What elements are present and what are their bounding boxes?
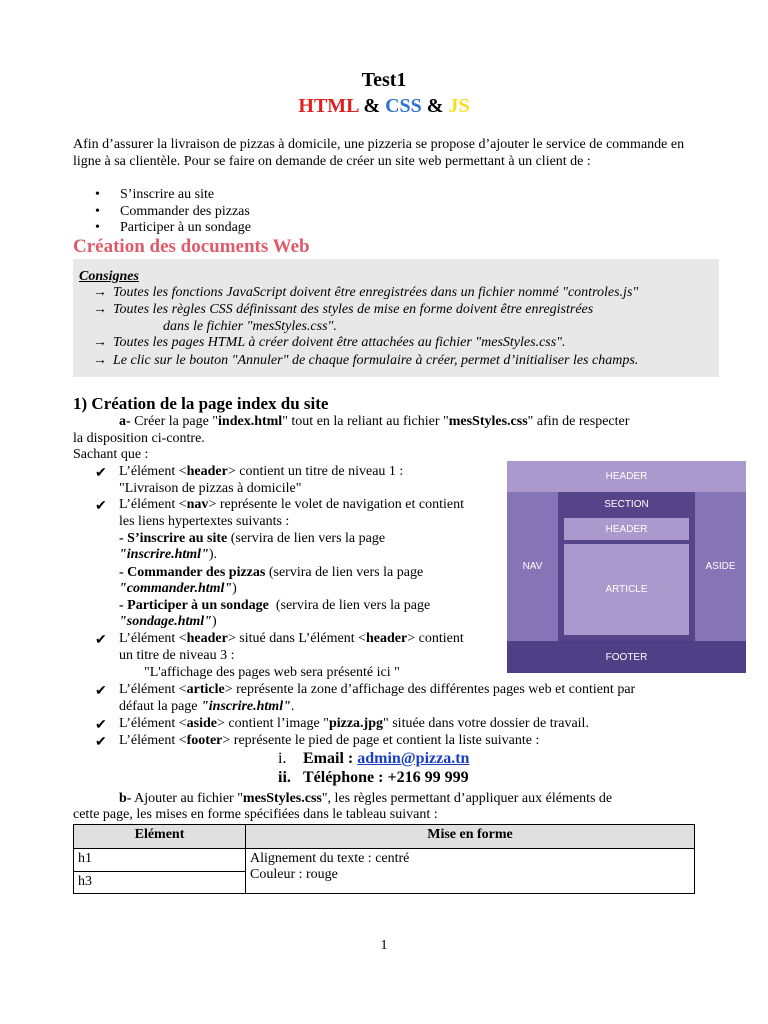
part1-b-line: b- Ajouter au fichier "mesStyles.css", les règles permettant d’appliquer aux éléments de — [119, 791, 613, 806]
subtitle-js: JS — [448, 95, 470, 117]
spec-line: défaut la page "inscrire.html". — [119, 699, 295, 714]
spec-line: "sondage.html") — [119, 614, 217, 629]
subtitle-amp-2: & — [421, 95, 449, 117]
spec-line: - Commander des pizzas (servira de lien vers la page — [119, 565, 424, 580]
part1-b-line-2: cette page, les mises en forme spécifiées dans le tableau suivant : — [73, 807, 438, 822]
spec-line: L’élément <footer> représente le pied de page et contient la liste suivante : — [119, 733, 540, 748]
arrow-icon: → — [93, 353, 107, 368]
diagram-footer: FOOTER — [507, 641, 746, 673]
doc-subtitle — [0, 95, 768, 118]
spec-line: les liens hypertextes suivants : — [119, 514, 290, 529]
sachant-que: Sachant que : — [73, 447, 149, 462]
subtitle-html: HTML — [298, 95, 359, 117]
consignes-heading: Consignes — [79, 269, 139, 284]
spec-line: "L'affichage des pages web sera présenté ici " — [144, 665, 400, 680]
spec-line: L’élément <header> contient un titre de niveau 1 : — [119, 464, 404, 479]
diagram-article: ARTICLE — [564, 544, 689, 635]
part1-title: 1) Création de la page index du site — [73, 394, 329, 413]
spec-line: L’élément <aside> contient l’image "pizza.jpg" située dans votre dossier de travail. — [119, 716, 589, 731]
diagram-nav: NAV — [507, 492, 558, 641]
table-header: Mise en forme — [246, 825, 695, 849]
email-link[interactable]: admin@pizza.tn — [357, 750, 470, 767]
page-number: 1 — [380, 938, 388, 953]
check-icon: ✔ — [95, 718, 107, 733]
arrow-icon: → — [93, 285, 107, 300]
footer-list-item-email: i. Email : admin@pizza.tn — [278, 750, 470, 767]
part1-a-line: a- Créer la page "index.html" tout en la reliant au fichier "mesStyles.css" afin de respecter — [119, 414, 630, 429]
consigne-item: → Toutes les pages HTML à créer doivent être attachées au fichier "mesStyles.css". — [93, 335, 566, 350]
subtitle-css: CSS — [385, 95, 422, 117]
diagram-aside: ASIDE — [695, 492, 746, 641]
consigne-item: → Le clic sur le bouton "Annuler" de chaque formulaire à créer, permet d’initialiser les champs. — [93, 353, 639, 368]
spec-line: - Participer à un sondage (servira de lien vers la page — [119, 598, 431, 613]
table-cell: h3 — [74, 872, 246, 894]
intro-bullet-list — [95, 187, 251, 237]
diagram-section-label: SECTION — [604, 498, 649, 510]
spec-line: L’élément <header> situé dans L’élément <header> contient — [119, 631, 464, 646]
doc-title: Test1 — [361, 69, 407, 91]
spec-line: L’élément <nav> représente le volet de navigation et contient — [119, 497, 464, 512]
part1-a-line-2: la disposition ci-contre. — [73, 431, 205, 446]
table-cell-styles: Alignement du texte : centré Couleur : rouge — [246, 849, 695, 894]
layout-diagram — [507, 461, 746, 673]
check-icon: ✔ — [95, 466, 107, 481]
table-row — [74, 849, 695, 872]
section-title: Création des documents Web — [73, 236, 310, 257]
arrow-icon: → — [93, 335, 107, 350]
list-item: • S’inscrire au site — [95, 187, 251, 204]
styles-table — [73, 824, 695, 894]
check-icon: ✔ — [95, 684, 107, 699]
diagram-header: HEADER — [507, 461, 746, 492]
list-item: • Participer à un sondage — [95, 220, 251, 237]
footer-list-item-phone: ii. Téléphone : +216 99 999 — [278, 769, 469, 786]
list-item: • Commander des pizzas — [95, 204, 251, 221]
spec-line: "Livraison de pizzas à domicile" — [119, 481, 302, 496]
diagram-section — [558, 492, 695, 641]
arrow-icon: → — [93, 302, 107, 317]
consigne-item: → Toutes les fonctions JavaScript doivent être enregistrées dans un fichier nommé "controles.js" — [93, 285, 639, 300]
spec-line: "commander.html") — [119, 581, 237, 596]
consignes-box — [73, 259, 719, 377]
consigne-item-continued: dans le fichier "mesStyles.css". — [163, 319, 337, 334]
check-icon: ✔ — [95, 499, 107, 514]
check-icon: ✔ — [95, 633, 107, 648]
table-header: Elément — [74, 825, 246, 849]
diagram-inner-header: HEADER — [564, 518, 689, 540]
check-icon: ✔ — [95, 735, 107, 750]
spec-line: - S’inscrire au site (servira de lien vers la page — [119, 531, 386, 546]
intro-paragraph: Afin d’assurer la livraison de pizzas à domicile, une pizzeria se propose d’ajouter le service de commande en ligne à sa clientèle. Pour se faire on demande de créer un site web permettant à un client de : — [73, 137, 685, 169]
spec-line: L’élément <article> représente la zone d’affichage des différentes pages web et contient par — [119, 682, 636, 697]
spec-line: un titre de niveau 3 : — [119, 648, 235, 663]
consigne-item: → Toutes les règles CSS définissant des styles de mise en forme doivent être enregistrées — [93, 302, 594, 317]
subtitle-amp-1: & — [358, 95, 386, 117]
table-cell: h1 — [74, 849, 246, 872]
spec-line: "inscrire.html"). — [119, 547, 218, 562]
